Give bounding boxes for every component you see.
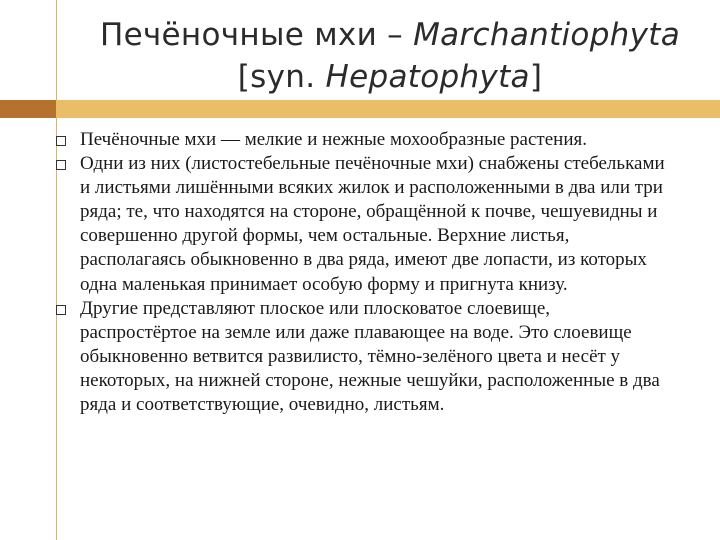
title-synonym-suffix: ] bbox=[529, 59, 543, 95]
title-text-russian: Печёночные мхи – bbox=[99, 17, 414, 53]
bullet-text: Другие представляют плоское или плосковатое слоевище, распростёртое на земле или даже плавающее на воде. Это слоевище обыкновенно ветвится развилисто, тёмно-зелёного цвета и несёт у некоторых, на нижней стороне, нежные чешуйки, расположенные в два ряда и соответствующие, очевидно, листьям. bbox=[80, 297, 660, 416]
accent-bar bbox=[0, 100, 720, 118]
bullet-text: Печёночные мхи — мелкие и нежные мохообразные растения. bbox=[80, 129, 587, 150]
square-bullet-icon bbox=[56, 305, 66, 315]
slide-title bbox=[60, 14, 720, 98]
list-item bbox=[55, 297, 670, 417]
accent-bar-left-segment bbox=[0, 100, 56, 118]
title-text-latin: Marchantiophyta bbox=[413, 17, 681, 53]
title-line-2 bbox=[60, 56, 720, 98]
title-line-1 bbox=[60, 14, 720, 56]
bullet-list bbox=[55, 128, 670, 417]
title-synonym-latin: Hepatophyta bbox=[325, 59, 530, 95]
list-item bbox=[55, 128, 670, 152]
list-item bbox=[55, 152, 670, 297]
title-synonym-prefix: [syn. bbox=[237, 59, 326, 95]
bullet-text: Одни из них (листостебельные печёночные мхи) снабжены стебельками и листьями лишёнными всяких жилок и расположенными в два или три ряда; те, что находятся на стороне, обращённой к почве, чешуевидны и совершенно другой формы, чем остальные. Верхние листья, располагаясь обыкновенно в два ряда, имеют две лопасти, из которых одна маленькая принимает особую форму и пригнута книзу. bbox=[80, 153, 665, 295]
square-bullet-icon bbox=[56, 136, 66, 146]
square-bullet-icon bbox=[56, 160, 66, 170]
